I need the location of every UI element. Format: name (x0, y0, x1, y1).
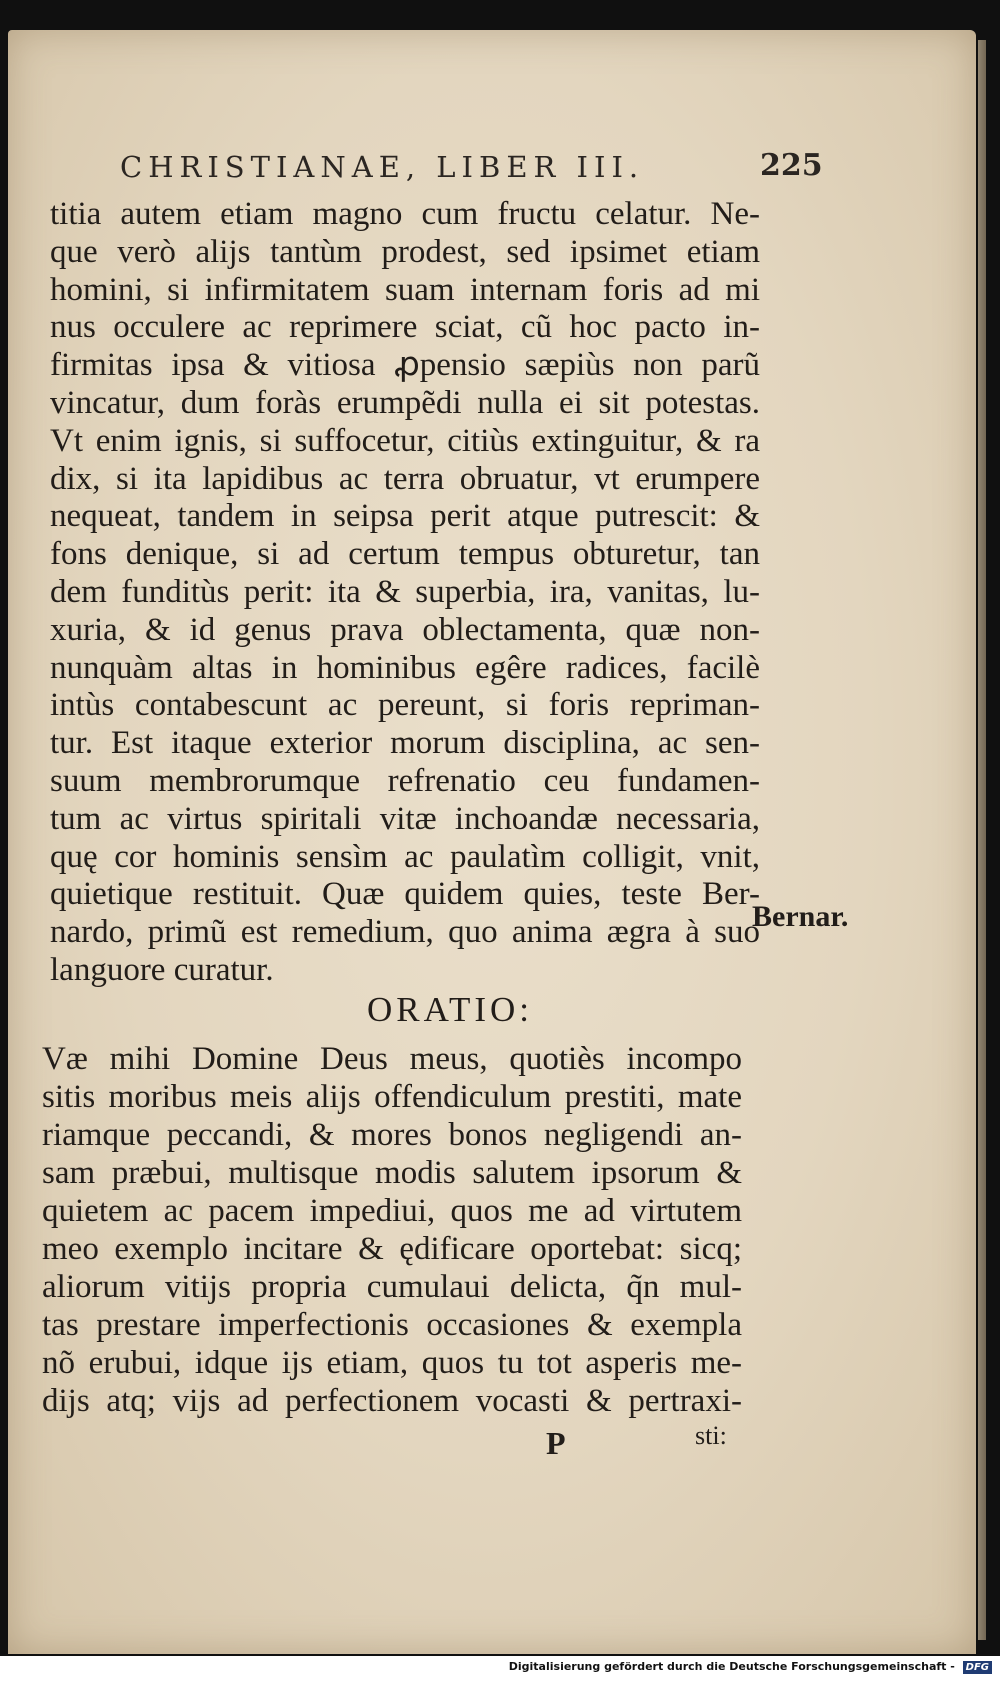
text-line: sam præbui, multisque modis salutem ipsorum & (42, 1155, 742, 1191)
text-line: Væ mihi Domine Deus meus, quotiès incompo (42, 1041, 742, 1077)
text-line: languore curatur. (50, 951, 274, 988)
body-text (50, 196, 760, 990)
text-line: nus occulere ac reprimere sciat, cũ hoc pacto in- (50, 309, 760, 346)
text-line: nardo, primũ est remedium, quo anima ægra à suo (50, 914, 760, 951)
text-line: Vt enim ignis, si suffocetur, citiùs extinguitur, & ra (50, 422, 760, 459)
text-line: xuria, & id genus prava oblectamenta, quæ non- (50, 611, 760, 648)
text-line: suum membrorumque refrenatio ceu fundamen- (50, 762, 760, 799)
text-line: que verò alijs tantùm prodest, sed ipsimet etiam (50, 233, 760, 270)
text-line: homini, si infirmitatem suam internam foris ad mi (50, 271, 760, 308)
text-line: meo exemplo incitare & ędificare oportebat: sicq; (42, 1231, 742, 1267)
text-line: nequeat, tandem in seipsa perit atque putrescit: & (50, 498, 760, 535)
text-line: quietique restituit. Quæ quidem quies, teste Ber- (50, 876, 760, 913)
prayer-text (42, 1040, 742, 1420)
signature-mark: P (546, 1425, 566, 1461)
text-line: dix, si ita lapidibus ac terra obruatur, vt erumpere (50, 460, 760, 497)
text-line: nunquàm altas in hominibus egêre radices, facilè (50, 649, 760, 686)
text-line: fons denique, si ad certum tempus obturetur, tan (50, 536, 760, 573)
running-header: CHRISTIANAE, LIBER III. (120, 150, 645, 184)
text-line: quę cor hominis sensìm ac paulatìm colligit, vnit, (50, 838, 760, 875)
digitization-footer (509, 1660, 992, 1674)
text-line: tur. Est itaque exterior morum disciplina, ac sen- (50, 725, 760, 762)
text-line: titia autem etiam magno cum fructu celatur. Ne- (50, 196, 760, 232)
dfg-logo: DFG (963, 1661, 992, 1674)
text-line: tas prestare imperfectionis occasiones & exempla (42, 1307, 742, 1343)
text-line: firmitas ipsa & vitiosa ꝓpensio sæpiùs non parũ (50, 347, 760, 384)
page-number: 225 (760, 148, 823, 183)
footer-text: Digitalisierung gefördert durch die Deutsche Forschungsgemeinschaft - (508, 1660, 955, 1673)
page-edge (978, 40, 986, 1640)
text-line: tum ac virtus spiritali vitæ inchoandæ necessaria, (50, 800, 760, 837)
catchword: sti: (695, 1421, 727, 1450)
text-line: aliorum vitijs propria cumulaui delicta, q̃n mul- (42, 1269, 742, 1305)
text-line: riamque peccandi, & mores bonos negligendi an- (42, 1117, 742, 1153)
text-line: vincatur, dum foràs erumpẽdi nulla ei sit potestas. (50, 384, 760, 421)
text-line: quietem ac pacem impediui, quos me ad virtutem (42, 1193, 742, 1229)
section-heading: ORATIO: (366, 990, 534, 1029)
margin-note: Bernar. (752, 900, 849, 933)
text-line: intùs contabescunt ac pereunt, si foris repriman- (50, 687, 760, 724)
text-line: sitis moribus meis alijs offendiculum prestiti, mate (42, 1079, 742, 1115)
text-line: dem funditùs perit: ita & superbia, ira, vanitas, lu- (50, 573, 760, 610)
text-line: nõ erubui, idque ijs etiam, quos tu tot asperis me- (42, 1345, 742, 1381)
text-line: dijs atq; vijs ad perfectionem vocasti & pertraxi- (42, 1383, 742, 1419)
